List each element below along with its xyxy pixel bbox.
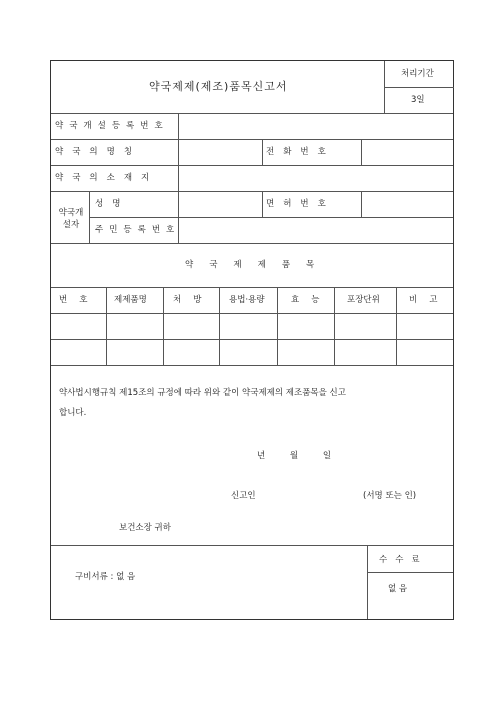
- divider: [51, 243, 453, 244]
- license-no-label: 면허번호: [266, 199, 335, 209]
- phone-label: 전화번호: [266, 147, 335, 157]
- registration-no-label: 약국개설등록번호: [55, 121, 169, 131]
- form-title: 약국제제(제조)품목신고서: [149, 80, 288, 93]
- recipient: 보건소장 귀하: [119, 523, 171, 533]
- divider: [51, 365, 453, 366]
- col-header-prescription: 처방: [173, 295, 214, 305]
- table-row[interactable]: [52, 340, 453, 365]
- divider: [367, 545, 368, 619]
- address-input[interactable]: [179, 166, 452, 191]
- pharmacy-name-label: 약국의명칭: [55, 147, 142, 157]
- items-section-title: 약국제제품목: [185, 260, 331, 270]
- date-field: 년 월 일: [257, 451, 332, 461]
- required-documents: 구비서류 : 없 음: [75, 572, 136, 582]
- founder-name-input[interactable]: [179, 192, 262, 217]
- col-header-package: 포장단위: [347, 295, 380, 305]
- declaration-text-cont: 합니다.: [59, 408, 87, 418]
- col-header-dosage: 용법·용량: [229, 295, 265, 305]
- processing-period-value: 3일: [411, 95, 425, 105]
- col-header-efficacy: 효능: [291, 295, 332, 305]
- divider: [262, 191, 263, 217]
- address-label: 약국의소재지: [55, 173, 159, 183]
- report-form: [50, 60, 454, 620]
- resident-no-input[interactable]: [179, 218, 452, 243]
- divider: [262, 139, 263, 165]
- founder-label: 약국개설자: [58, 208, 84, 230]
- divider: [367, 572, 453, 573]
- fee-label: 수수료: [379, 555, 428, 565]
- applicant-label: 신고인: [231, 491, 256, 501]
- license-no-input[interactable]: [362, 192, 453, 217]
- phone-input[interactable]: [362, 140, 453, 165]
- resident-no-label: 주민등록번호: [95, 225, 181, 235]
- col-header-number: 번호: [59, 295, 100, 305]
- col-header-product: 제제품명: [114, 295, 147, 305]
- divider: [384, 87, 454, 88]
- declaration-text: 약사법시행규칙 제15조의 규정에 따라 위와 같이 약국제제의 제조품목을 신고: [59, 388, 346, 398]
- pharmacy-name-input[interactable]: [179, 140, 262, 165]
- founder-name-label: 성명: [95, 199, 130, 209]
- divider: [51, 545, 453, 546]
- registration-no-input[interactable]: [179, 114, 452, 139]
- divider: [89, 191, 90, 243]
- col-header-remarks: 비고: [409, 295, 450, 305]
- processing-period-label: 처리기간: [401, 69, 434, 79]
- table-row[interactable]: [52, 314, 453, 339]
- divider: [51, 287, 453, 288]
- fee-value: 없 음: [388, 584, 408, 594]
- signature-note: (서명 또는 인): [363, 491, 417, 501]
